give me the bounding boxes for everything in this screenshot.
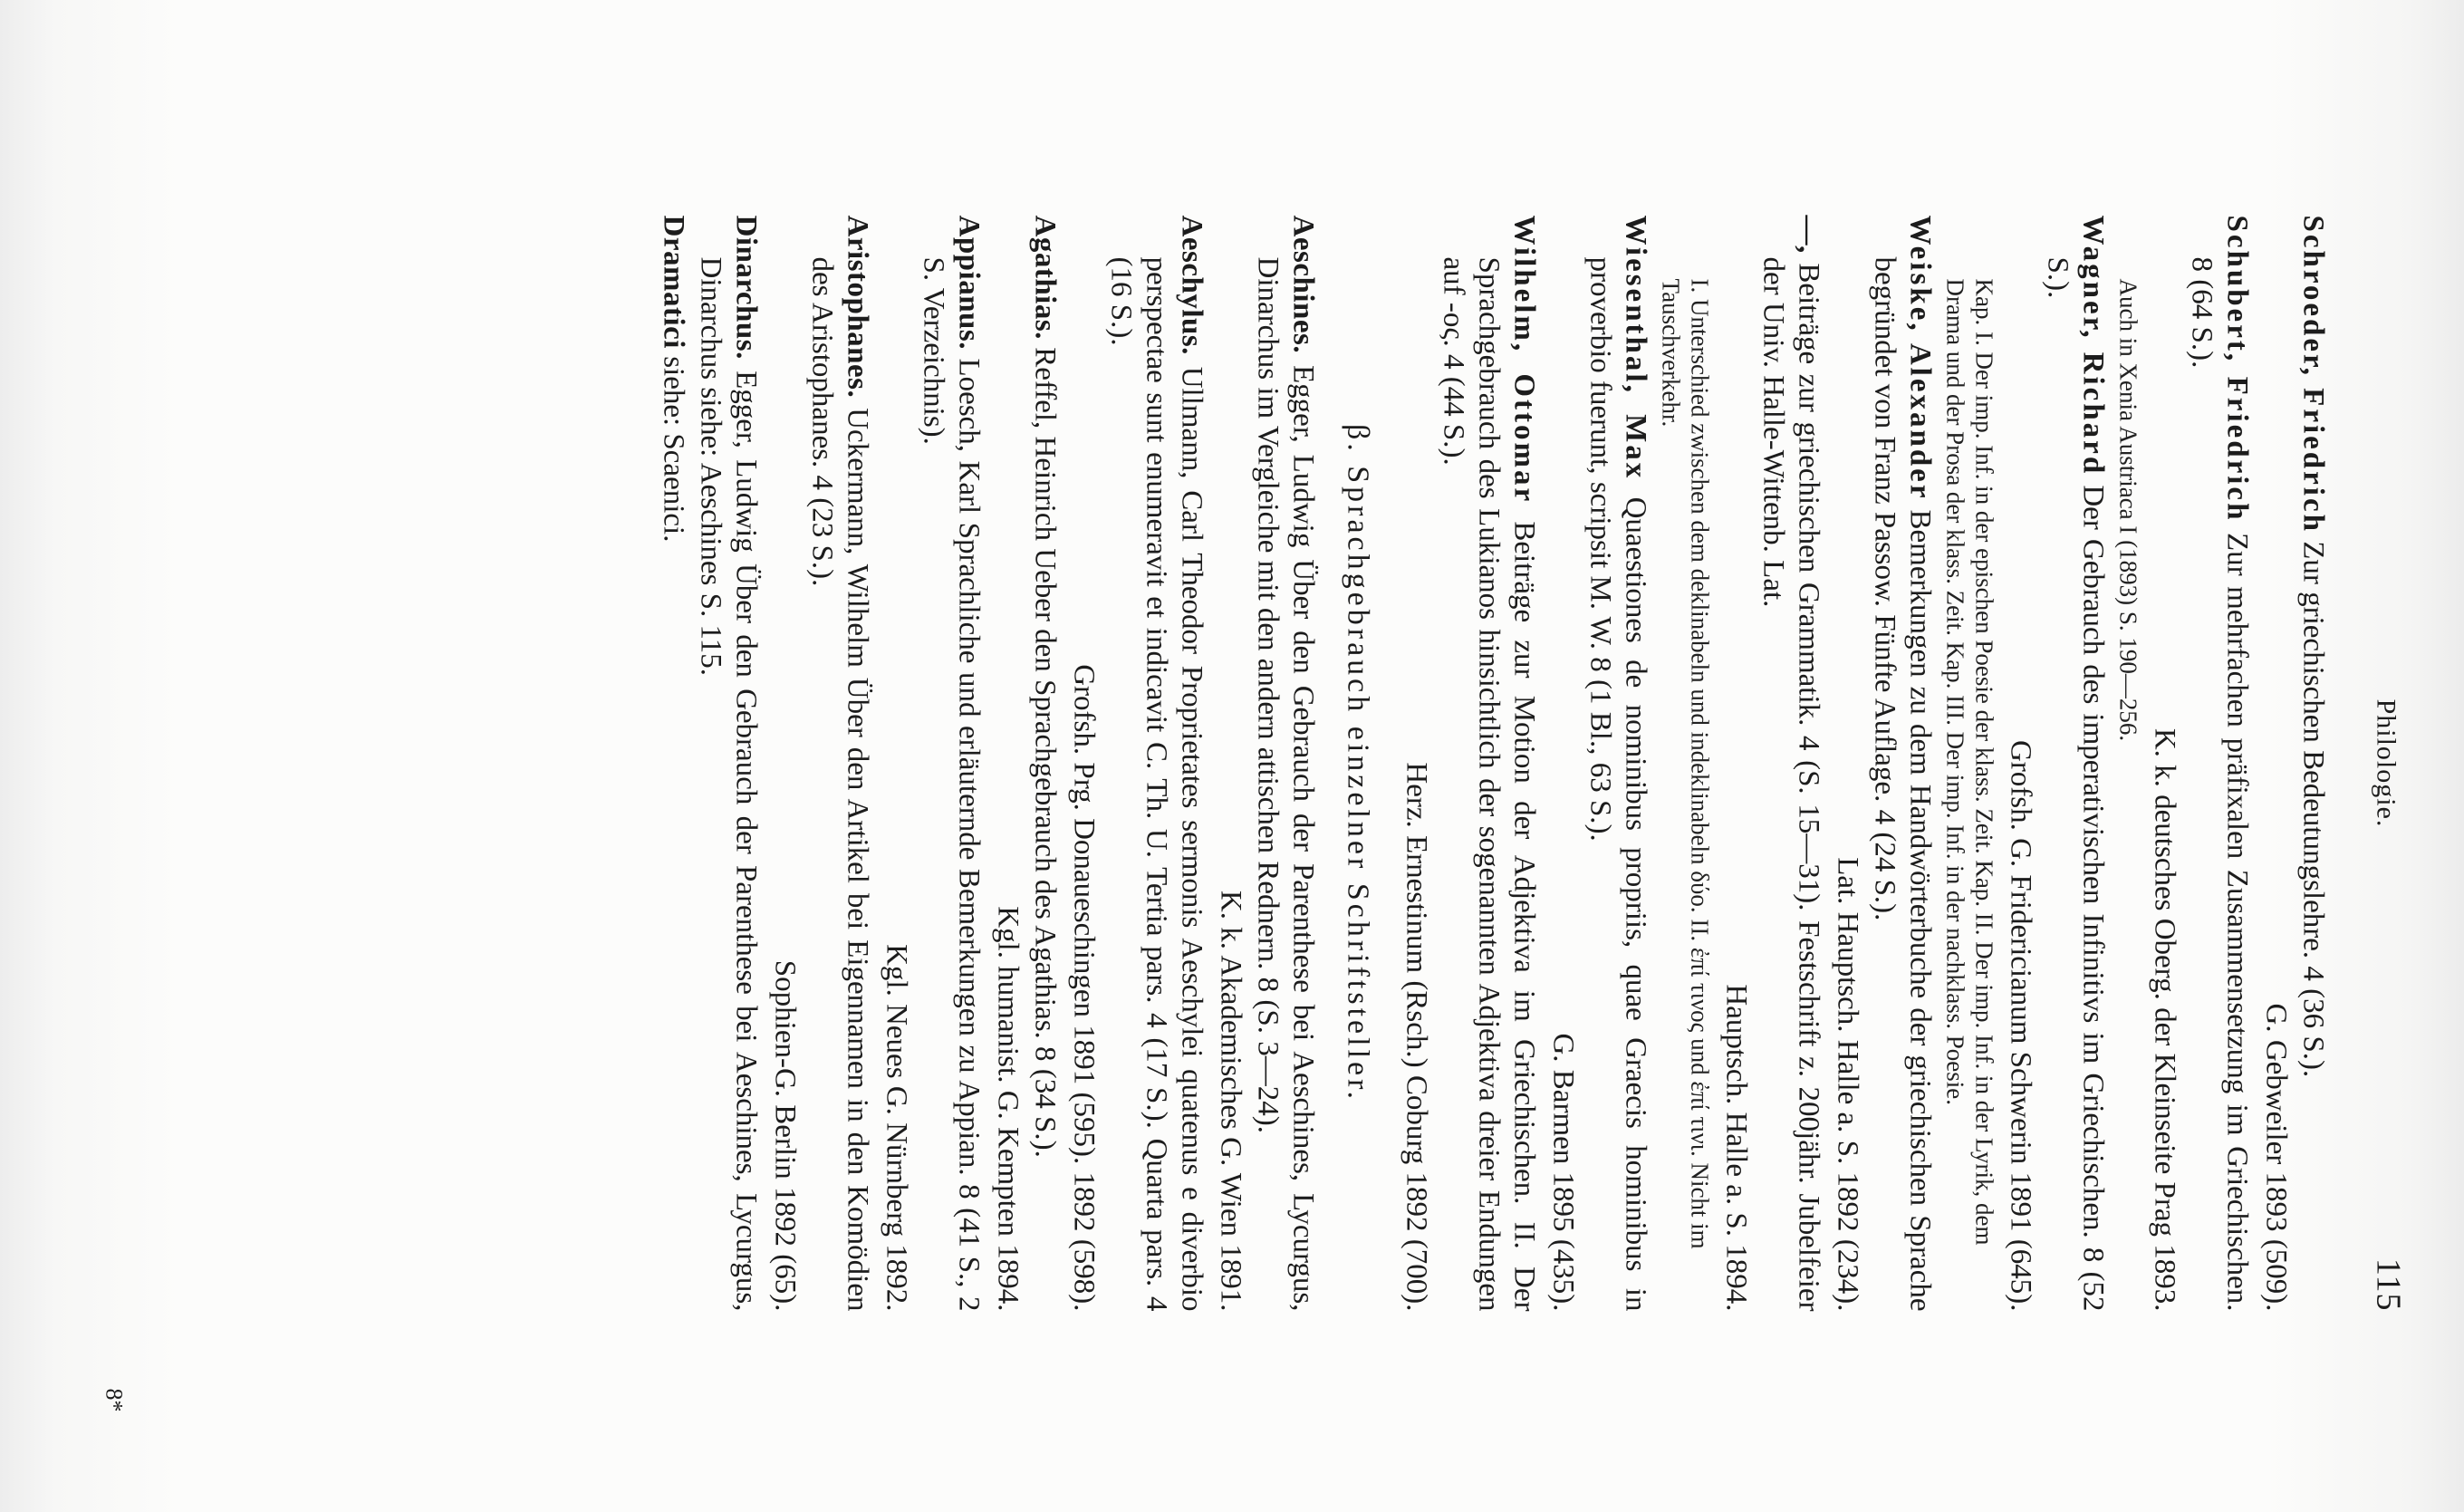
entry-text: Loesch, Karl Sprachliche und erläuternde Bemerkungen zu Appian. 8 (41 S., 2 S. Verzeichnis). <box>917 256 986 1312</box>
entry-location: G. Barmen 1895 (435). <box>1546 1033 1580 1312</box>
entry-text: Ullmann, Carl Theodor Proprietates sermonis Aeschylei quatenus e diverbio perspectae sunt enumeravit et indicavit C. Th. U. Tertia pars. 4 (17 S.). Quarta pars. 4 (16 S.). <box>1104 256 1208 1312</box>
bib-entry <box>1756 216 1826 1312</box>
bib-entry <box>916 216 987 1312</box>
entry-note: Auch in Xenia Austriaca I (1893) S. 190—256. <box>2114 278 2142 742</box>
author-name: Aeschines. <box>1286 215 1320 354</box>
author-name: Schroeder, Friedrich <box>2296 215 2330 534</box>
entry-location: Sophien-G. Berlin 1892 (65). <box>768 959 802 1312</box>
entry-text: siehe: Scaenici. <box>657 348 690 543</box>
bib-entry <box>2184 216 2255 1312</box>
bib-entry <box>2296 216 2331 1312</box>
bib-entry <box>1250 216 1321 1312</box>
bib-entry <box>656 216 691 1312</box>
text-block <box>654 216 2411 1312</box>
bib-entry <box>2040 216 2111 1312</box>
author-name: Wagner, Richard <box>2076 215 2110 477</box>
entry-location: Kgl. Neues G. Nürnberg 1892. <box>880 944 913 1312</box>
author-name: Aeschylus. <box>1175 215 1208 355</box>
author-name: Appianus. <box>952 215 986 351</box>
author-name: Aristophanes. <box>841 215 874 399</box>
entry-text: Zur mehrfachen präfixalen Zusammensetzung im Griechischen. 8 (64 S.). <box>2185 256 2254 1312</box>
author-name: Weiske, Alexander <box>1903 215 1937 501</box>
entry-text: Reffel, Heinrich Ueber den Sprachgebrauch des Agathias. 8 (34 S.). <box>1028 339 1062 1158</box>
bib-entry <box>693 216 764 1312</box>
running-head <box>2356 216 2411 1312</box>
entry-text: Beiträge zur griechischen Grammatik. 4 (S. 15—31). Festschrift z. 200jähr. Jubelfeier der Univ. Halle-Wittenb. Lat. <box>1757 253 1825 1312</box>
author-name: Schubert, Friedrich <box>2220 215 2254 523</box>
entry-location: K. k. deutsches Oberg. der Kleinseite Prag 1893. <box>2148 727 2181 1312</box>
entry-note: Kap. I. Der imp. Inf. in der epischen Poesie der klass. Zeit. Kap. II. Der imp. Inf. in der Lyrik, dem Drama und der Prosa der klass. Zeit. Kap. III. Der imp. Inf. in der nachklass. Poesie. <box>1941 278 1998 1246</box>
bib-entry <box>1436 216 1542 1312</box>
entry-location: K. k. Akademisches G. Wien 1891. <box>1214 890 1247 1312</box>
entry-text: Uckermann, Wilhelm Über den Artikel bei Eigennamen in den Komödien des Aristophanes. 4 (23 S.). <box>805 256 874 1312</box>
bib-entry <box>1027 216 1063 1312</box>
page-rotated <box>1 0 2464 1512</box>
entry-location: Lat. Hauptsch. Halle a. S. 1892 (234). <box>1831 857 1864 1312</box>
entry-text: Zur griechischen Bedeutungslehre. 4 (36 S.). <box>2296 533 2330 1078</box>
signature-mark: 8* <box>101 1388 128 1412</box>
entry-location: Herz. Ernestinum (Rsch.) Coburg 1892 (700). <box>1400 762 1433 1312</box>
page-number: 115 <box>2369 1257 2408 1312</box>
entry-location: Hauptsch. Halle a. S. 1894. <box>1719 984 1753 1312</box>
running-head-title: Philologie. <box>2371 698 2401 828</box>
author-name: Wiesenthal, Max <box>1619 215 1652 481</box>
entry-text: Egger, Ludwig Über den Gebrauch der Parenthese bei Aeschines, Lycurgus, Dinarchus siehe: Aeschines S. 115. <box>694 256 763 1312</box>
section-heading: β. Sprachgebrauch einzelner Schriftsteller. <box>1341 423 1375 1103</box>
author-name: Agathias. <box>1028 215 1062 340</box>
entry-location: G. Gebweiler 1893 (509). <box>2259 1003 2293 1312</box>
entry-text: Egger, Ludwig Über den Gebrauch der Parenthese bei Aeschines, Lycurgus, Dinarchus im Vergleiche mit den andern attischen Rednern. 8 (S. 3—24). <box>1251 256 1320 1312</box>
entry-text: Bemerkungen zu dem Handwörterbuche der griechischen Sprache begründet von Franz Passow. Fünfte Auflage. 4 (24 S.). <box>1868 256 1937 1312</box>
author-name: Dinarchus. <box>729 215 763 360</box>
entry-location: Kgl. humanist. G. Kempten 1894. <box>991 906 1025 1312</box>
bib-entry <box>1867 216 1938 1312</box>
author-name: Dramatici <box>657 215 690 349</box>
bib-entry <box>804 216 875 1312</box>
bib-entry <box>1583 216 1653 1312</box>
entry-location: Grofsh. Prg. Donaueschingen 1891 (595). 1892 (598). <box>1067 664 1101 1312</box>
bibliography <box>656 216 2331 1312</box>
entry-text: Der Gebrauch des imperativischen Infinitivs im Griechischen. 8 (52 S.). <box>2041 256 2110 1312</box>
entry-location: Grofsh. G. Fridericianum Schwerin 1891 (645). <box>2004 739 2037 1312</box>
entry-text: Beiträge zur Motion der Adjektiva im Griechischen. II. Der Sprachgebrauch des Lukianos hinsichtlich der sogenannten Adjektiva dreier Endungen auf -ος. 4 (44 S.). <box>1437 256 1541 1312</box>
bib-entry <box>1103 216 1209 1312</box>
author-name: Wilhelm, Ottomar <box>1507 215 1541 505</box>
author-name: —, <box>1792 215 1825 254</box>
entry-text: Quaestiones de nominibus propriis, quae Graecis hominibus in proverbio fuerunt, scripsit M. W. 8 (1 Bl., 63 S.). <box>1583 256 1652 1312</box>
entry-note: I. Unterschied zwischen dem deklinabeln und indeklinabeln δύο. II. ἐπί τινος und ἐπί τινι. Nicht im Tauschverkehr. <box>1657 278 1714 1249</box>
